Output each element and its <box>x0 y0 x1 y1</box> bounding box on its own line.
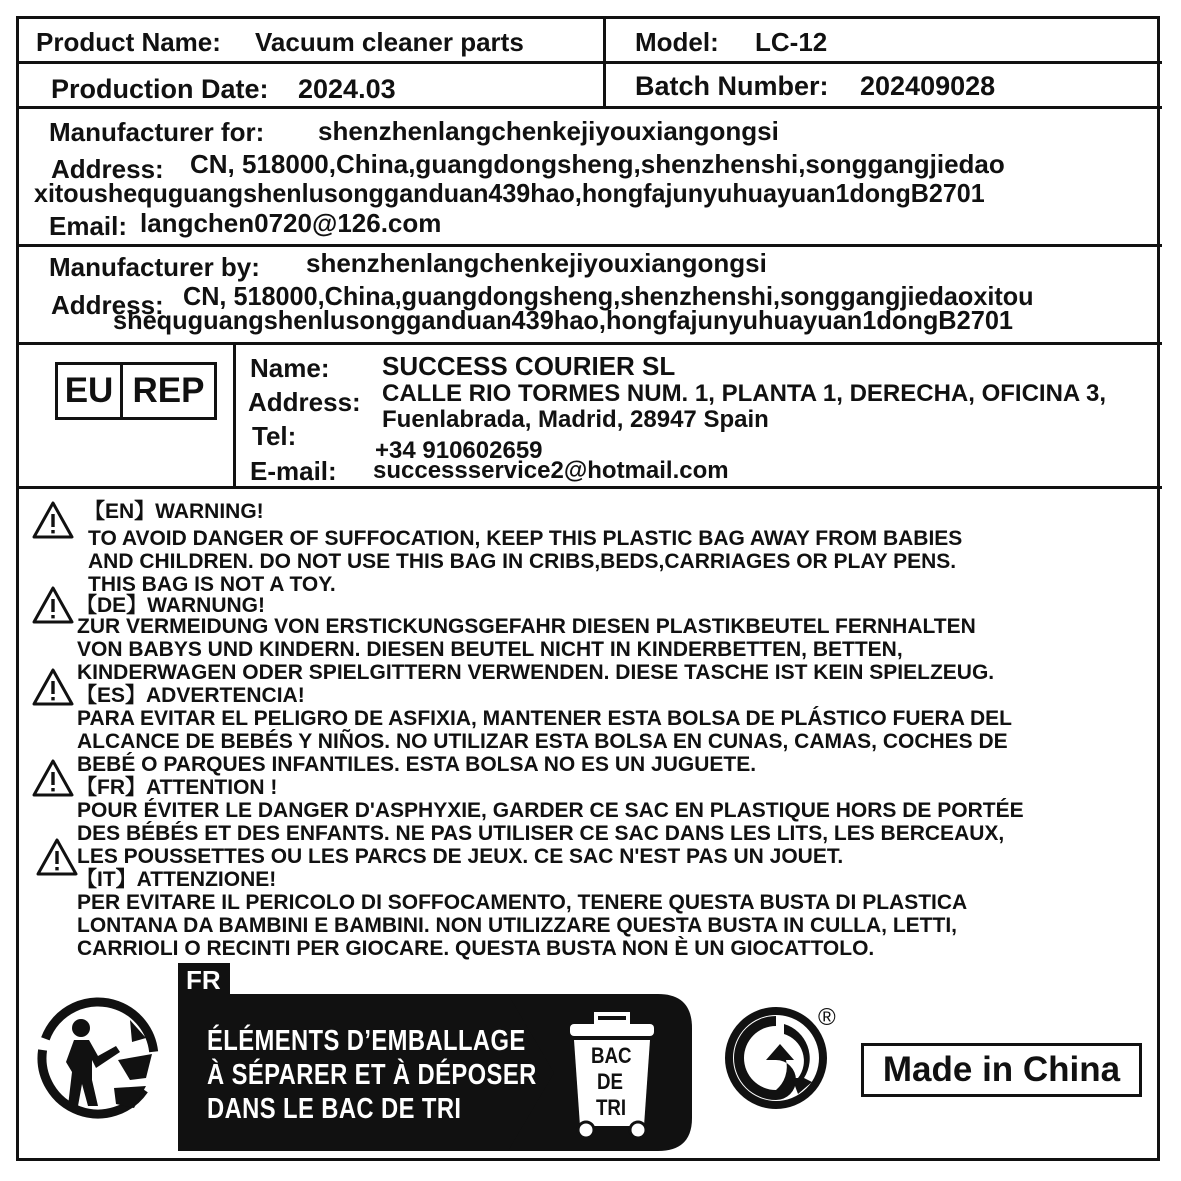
warning-triangle-icon <box>31 500 75 540</box>
bin-label-line3: TRI <box>596 1095 627 1120</box>
model-label: Model: <box>635 27 719 57</box>
warning-triangle-icon <box>31 667 75 707</box>
manufacturer-for-email-label: Email: <box>49 211 128 241</box>
divider <box>16 106 1162 109</box>
eu-rep-name-label: Name: <box>250 353 330 383</box>
manufacturer-for-address-line1: CN, 518000,China,guangdongsheng,shenzhenshi,songgangjiedao <box>190 149 1005 179</box>
made-in-china-box: Made in China <box>861 1043 1142 1097</box>
divider <box>16 342 1162 345</box>
eu-rep-tel-value: +34 910602659 <box>375 437 543 464</box>
bin-label-line2: DE <box>597 1069 623 1094</box>
manufacturer-for-label: Manufacturer for: <box>49 117 265 147</box>
eu-rep-name-value: SUCCESS COURIER SL <box>382 351 676 381</box>
model-value: LC-12 <box>755 27 828 57</box>
warning-line: CARRIOLI O RECINTI PER GIOCARE. QUESTA BUSTA NON È UN GIOCATTOLO. <box>77 937 875 960</box>
manufacturer-by-address-label: Address: <box>51 290 164 320</box>
eu-rep-badge <box>55 362 217 420</box>
warning-line: DES BÉBÉS ET DES ENFANTS. NE PAS UTILISER CE SAC DANS LES LITS, LES BERCEAUX, <box>77 822 1005 845</box>
triman-line3: DANS LE BAC DE TRI <box>207 1093 462 1125</box>
warning-line: PER EVITARE IL PERICOLO DI SOFFOCAMENTO, TENERE QUESTA BUSTA DI PLASTICA <box>77 891 968 914</box>
warning-line: TO AVOID DANGER OF SUFFOCATION, KEEP THIS PLASTIC BAG AWAY FROM BABIES <box>88 527 963 550</box>
eu-rep-badge-rep: REP <box>132 371 205 410</box>
warning-line: THIS BAG IS NOT A TOY. <box>88 573 336 596</box>
product-name-label: Product Name: <box>36 27 221 57</box>
divider <box>233 342 236 488</box>
warning-heading-en: 【EN】WARNING! <box>84 500 264 523</box>
warning-line: LES POUSSETTES OU LES PARCS DE JEUX. CE SAC N'EST PAS UN JOUET. <box>77 845 844 868</box>
bin-label-line1: BAC <box>591 1043 632 1068</box>
triman-line2: À SÉPARER ET À DÉPOSER <box>207 1059 537 1091</box>
eu-rep-tel-label: Tel: <box>252 421 297 451</box>
warning-triangle-icon <box>31 585 75 625</box>
warning-triangle-icon <box>35 837 79 877</box>
warning-heading-es: 【ES】ADVERTENCIA! <box>76 684 305 707</box>
warning-heading-de: 【DE】WARNUNG! <box>76 594 265 617</box>
production-date-value: 2024.03 <box>298 74 396 104</box>
manufacturer-by-address-line2: shequguangshenlusongganduan439hao,hongfajunyuhuayuan1dongB2701 <box>113 305 1014 335</box>
warning-line: POUR ÉVITER LE DANGER D'ASPHYXIE, GARDER CE SAC EN PLASTIQUE HORS DE PORTÉE <box>77 799 1024 822</box>
warning-line: ALCANCE DE BEBÉS Y NIÑOS. NO UTILIZAR ESTA BOLSA EN CUNAS, CAMAS, COCHES DE <box>77 730 1008 753</box>
manufacturer-by-address-line1: CN, 518000,China,guangdongsheng,shenzhenshi,songgangjiedaoxitou <box>183 281 1034 311</box>
registered-mark: ® <box>818 1004 836 1031</box>
warning-line: AND CHILDREN. DO NOT USE THIS BAG IN CRIBS,BEDS,CARRIAGES OR PLAY PENS. <box>88 550 957 573</box>
eu-rep-address-label: Address: <box>248 387 361 417</box>
warning-line: PARA EVITAR EL PELIGRO DE ASFIXIA, MANTENER ESTA BOLSA DE PLÁSTICO FUERA DEL <box>77 707 1012 730</box>
warning-line: LONTANA DA BAMBINI E BAMBINI. NON UTILIZZARE QUESTA BUSTA IN CULLA, LETTI, <box>77 914 957 937</box>
warning-line: VON BABYS UND KINDERN. DIESEN BEUTEL NICHT IN KINDERBETTEN, BETTEN, <box>77 638 903 661</box>
eu-rep-address-line1: CALLE RIO TORMES NUM. 1, PLANTA 1, DERECHA, OFICINA 3, <box>382 380 1107 407</box>
triman-tab-label: FR <box>186 965 221 995</box>
eu-rep-badge-eu: EU <box>58 365 123 417</box>
manufacturer-for-address-label: Address: <box>51 154 164 184</box>
eu-rep-email-value: successservice2@hotmail.com <box>373 457 729 484</box>
green-dot-icon <box>724 1006 828 1110</box>
batch-number-value: 202409028 <box>860 71 996 101</box>
divider <box>16 244 1162 247</box>
product-name-value: Vacuum cleaner parts <box>255 27 524 57</box>
warning-triangle-icon <box>31 758 75 798</box>
batch-number-label: Batch Number: <box>635 71 829 101</box>
triman-person-recycle-icon <box>34 996 164 1120</box>
warning-line: ZUR VERMEIDUNG VON ERSTICKUNGSGEFAHR DIESEN PLASTIKBEUTEL FERNHALTEN <box>77 615 976 638</box>
eu-rep-email-label: E-mail: <box>250 456 337 486</box>
warning-heading-it: 【IT】ATTENZIONE! <box>76 868 277 891</box>
warning-heading-fr: 【FR】ATTENTION ! <box>76 776 278 799</box>
warning-line: KINDERWAGEN ODER SPIELGITTERN VERWENDEN. DIESE TASCHE IST KEIN SPIELZEUG. <box>77 661 995 684</box>
divider <box>603 16 606 108</box>
divider <box>16 486 1162 489</box>
manufacturer-for-email: langchen0720@126.com <box>140 208 442 238</box>
divider <box>16 61 1162 64</box>
triman-line1: ÉLÉMENTS D’EMBALLAGE <box>207 1025 526 1057</box>
manufacturer-by-name: shenzhenlangchenkejiyouxiangongsi <box>306 248 767 278</box>
manufacturer-for-address-line2: xitoushequguangshenlusongganduan439hao,hongfajunyuhuayuan1dongB2701 <box>34 178 985 208</box>
eu-rep-address-line2: Fuenlabrada, Madrid, 28947 Spain <box>382 406 769 433</box>
warning-line: BEBÉ O PARQUES INFANTILES. ESTA BOLSA NO ES UN JUGUETE. <box>77 753 757 776</box>
production-date-label: Production Date: <box>51 74 269 104</box>
manufacturer-by-label: Manufacturer by: <box>49 252 260 282</box>
manufacturer-for-name: shenzhenlangchenkejiyouxiangongsi <box>318 116 779 146</box>
